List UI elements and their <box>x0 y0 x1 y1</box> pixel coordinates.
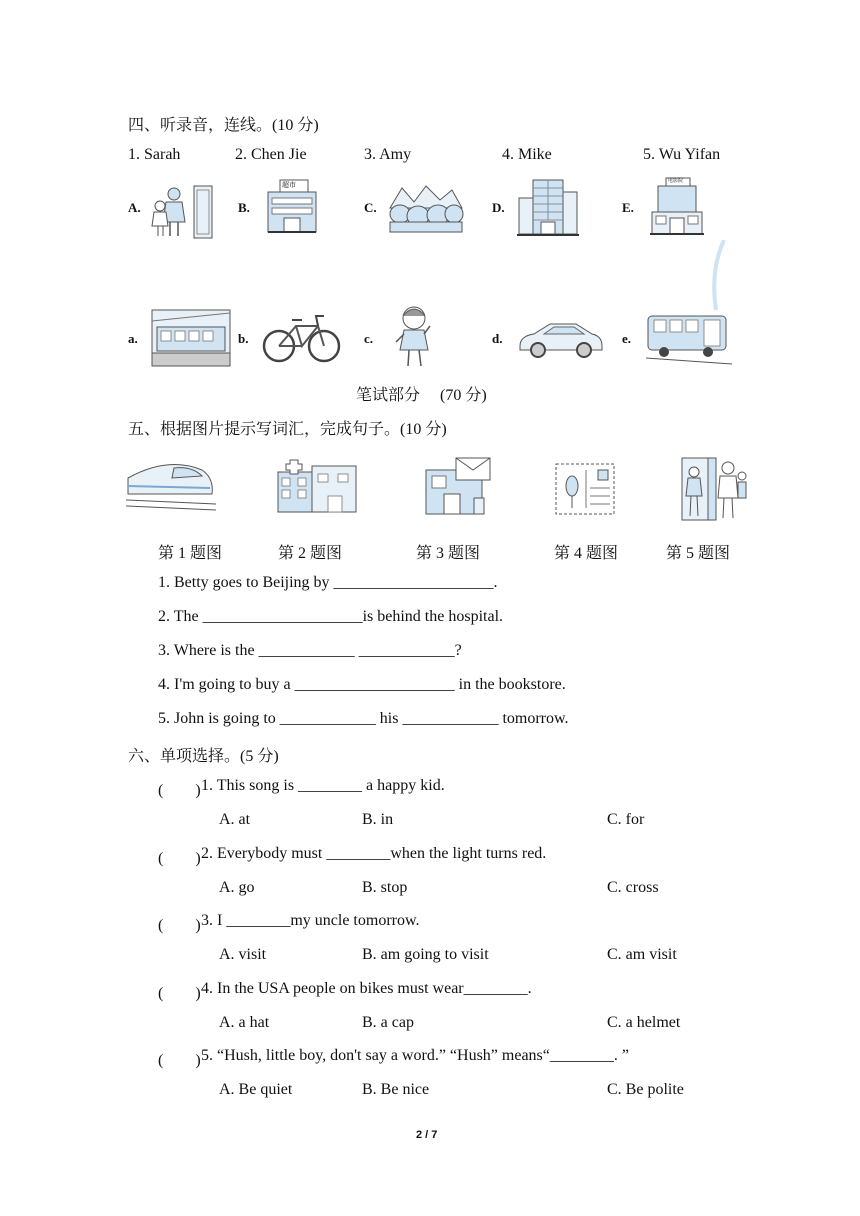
question-stem: 1. This song is ________ a happy kid. <box>201 777 445 794</box>
label-b: b. <box>238 331 249 346</box>
cinema-sign: 电影院 <box>668 178 684 184</box>
option-a: A. at <box>219 811 251 828</box>
written-part-heading: 笔试部分 (70 分) <box>356 387 487 404</box>
park-illustration <box>388 182 464 234</box>
girl-illustration <box>394 304 434 370</box>
question-paren: ( ) <box>158 782 201 799</box>
label-B: B. <box>238 200 250 215</box>
page-number: 2 / 7 <box>416 1129 438 1141</box>
option-b: B. in <box>362 811 394 828</box>
option-a: A. a hat <box>219 1014 270 1031</box>
sentence-4: 4. I'm going to buy a ____________________ in the bookstore. <box>158 676 566 693</box>
visit-illustration <box>680 456 748 522</box>
option-c: C. for <box>607 811 645 828</box>
question-stem: 5. “Hush, little boy, don't say a word.” “Hush” means“________. ” <box>201 1047 629 1064</box>
question-paren: ( ) <box>158 917 201 934</box>
option-c: C. am visit <box>607 946 677 963</box>
caption-5: 第 5 题图 <box>666 545 731 562</box>
option-a: A. visit <box>219 946 267 963</box>
name-chen-jie: 2. Chen Jie <box>235 146 307 163</box>
bike-illustration <box>262 312 342 364</box>
subway-illustration <box>151 309 231 367</box>
question-paren: ( ) <box>158 850 201 867</box>
label-d: d. <box>492 331 503 346</box>
bus-illustration <box>646 240 732 366</box>
name-mike: 4. Mike <box>502 146 552 163</box>
cinema-illustration <box>648 176 704 236</box>
sentence-1: 1. Betty goes to Beijing by ____________________. <box>158 574 498 591</box>
postcard-illustration <box>554 462 616 516</box>
option-c: C. a helmet <box>607 1014 681 1031</box>
supermarket-sign: 超市 <box>282 181 296 189</box>
label-E: E. <box>622 200 634 215</box>
label-c: c. <box>364 331 374 346</box>
people-at-door-illustration <box>150 182 216 240</box>
hospital-illustration <box>276 458 358 514</box>
sentence-2: 2. The ____________________is behind the hospital. <box>158 608 504 625</box>
car-illustration <box>516 318 604 360</box>
train-illustration <box>126 458 216 516</box>
option-b: B. stop <box>362 879 408 896</box>
option-b: B. Be nice <box>362 1081 430 1098</box>
option-c: C. Be polite <box>607 1081 684 1098</box>
label-a: a. <box>128 331 138 346</box>
question-paren: ( ) <box>158 1052 201 1069</box>
sentence-3: 3. Where is the ____________ ____________? <box>158 642 462 659</box>
option-b: B. a cap <box>362 1014 414 1031</box>
option-c: C. cross <box>607 879 659 896</box>
caption-3: 第 3 题图 <box>416 545 481 562</box>
sentence-5: 5. John is going to ____________ his ____________ tomorrow. <box>158 710 569 727</box>
option-a: A. Be quiet <box>219 1081 293 1098</box>
caption-2: 第 2 题图 <box>278 545 343 562</box>
caption-1: 第 1 题图 <box>158 545 223 562</box>
label-D: D. <box>492 200 505 215</box>
question-stem: 2. Everybody must ________when the light turns red. <box>201 845 547 862</box>
question-stem: 3. I ________my uncle tomorrow. <box>201 912 420 929</box>
question-stem: 4. In the USA people on bikes must wear________. <box>201 980 532 997</box>
name-amy: 3. Amy <box>364 146 412 163</box>
section5-title: 五、根据图片提示写词汇，完成句子。(10 分) <box>128 421 447 438</box>
question-paren: ( ) <box>158 985 201 1002</box>
label-C: C. <box>364 200 377 215</box>
option-a: A. go <box>219 879 255 896</box>
name-sarah: 1. Sarah <box>128 146 181 163</box>
label-e: e. <box>622 331 632 346</box>
section6-title: 六、单项选择。(5 分) <box>128 748 279 765</box>
post-office-illustration <box>422 456 494 518</box>
supermarket-illustration <box>264 178 320 234</box>
tall-building-illustration <box>517 178 579 238</box>
option-b: B. am going to visit <box>362 946 489 963</box>
section4-title: 四、听录音，连线。(10 分) <box>128 117 319 134</box>
caption-4: 第 4 题图 <box>554 545 619 562</box>
label-A: A. <box>128 200 141 215</box>
name-wu-yifan: 5. Wu Yifan <box>643 146 721 163</box>
